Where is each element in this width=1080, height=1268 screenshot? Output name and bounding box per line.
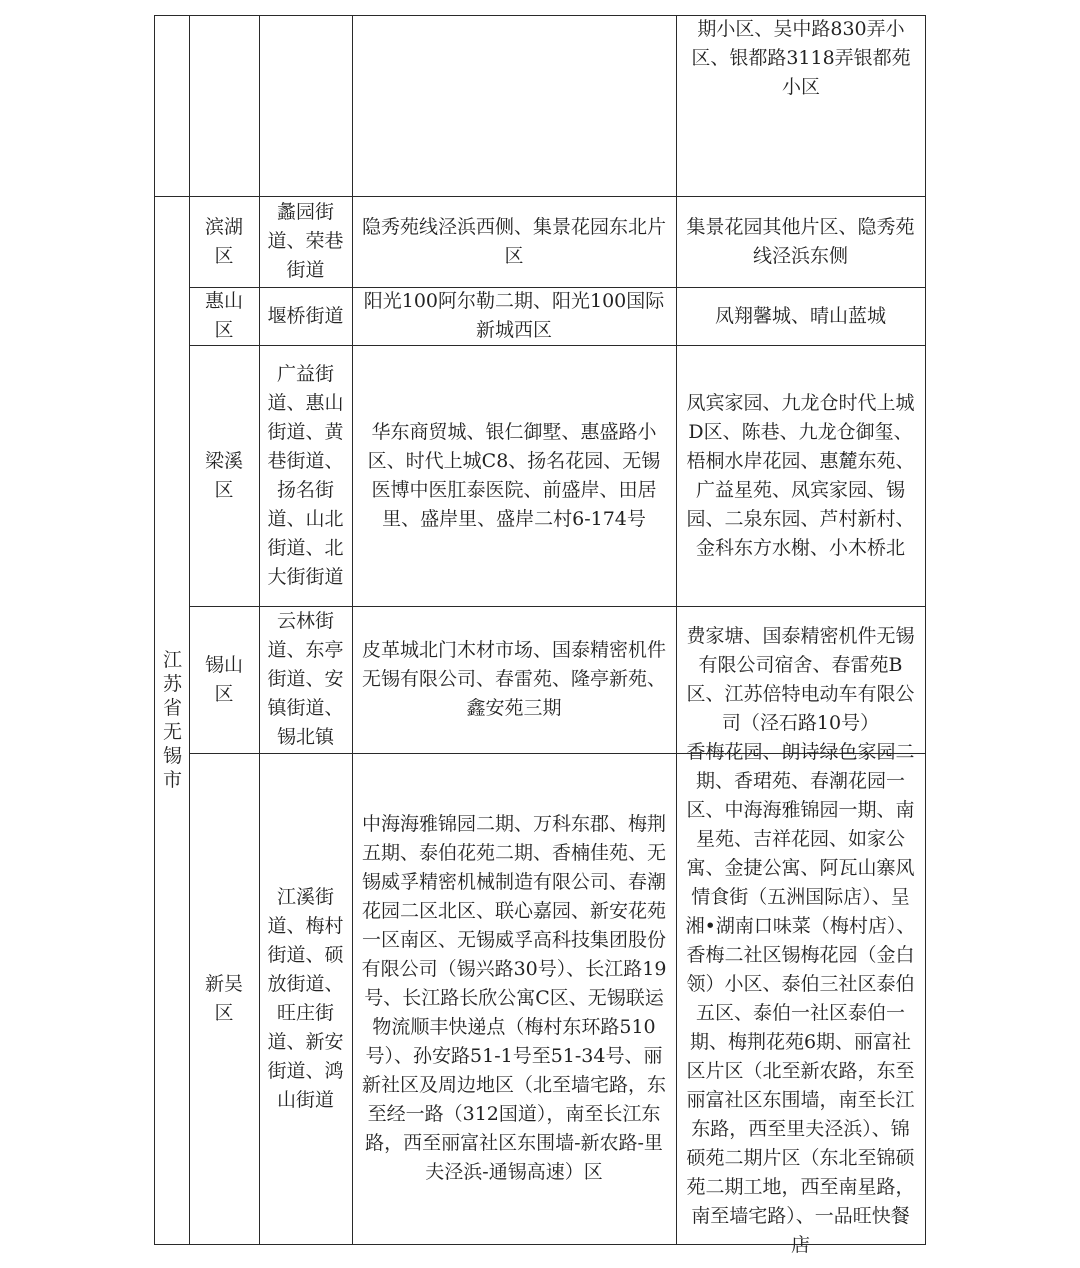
cell-text: 新吴区 bbox=[204, 972, 243, 1024]
cell-text: 香梅花园、朗诗绿色家园二期、香珺苑、春潮花园一区、中海海雅锦园一期、南星苑、吉祥花园、如家公寓、金捷公寓、阿瓦山寨风情食街（五洲国际店）、呈湘•湖南口味菜（梅村店）、香梅二社区锡梅花园（金白领）小区、泰伯三社区泰伯五区、泰伯一社区泰伯一期、梅荆花苑6期、丽富社区片区（北至新农路，东至丽富社区东围墙，南至长江东路，西至里夫泾浜）、锦硕苑二期片区（东北至锦硕苑二期工地，西至南星路，南至墙宅路）、一品旺快餐店 bbox=[685, 740, 916, 1256]
cell-text: 期小区、吴中路830弄小区、银都路3118弄银都苑小区 bbox=[691, 18, 911, 98]
cell-text: 阳光100阿尔勒二期、阳光100国际新城西区 bbox=[363, 290, 665, 341]
table-cell-streets bbox=[259, 196, 352, 287]
table-cell-district bbox=[189, 345, 259, 606]
table-cell-low-risk bbox=[676, 196, 925, 287]
cell-text: 华东商贸城、银仁御墅、惠盛路小区、时代上城C8、扬名花园、无锡医博中医肛泰医院、前盛岸、田居里、盛岸里、盛岸二村6-174号 bbox=[367, 420, 661, 530]
cell-text: 隐秀苑线泾浜西侧、集景花园东北片区 bbox=[361, 215, 666, 267]
table-cell-medium-risk bbox=[352, 345, 676, 606]
table-cell-district bbox=[189, 753, 259, 1244]
cell-text: 凤翔馨城、晴山蓝城 bbox=[714, 304, 886, 327]
cell-text: 蠡园街道、荣巷街道 bbox=[267, 201, 344, 281]
cell-text: 锡山区 bbox=[204, 653, 243, 705]
table-cell-medium-risk bbox=[352, 196, 676, 287]
table-cell-medium-risk bbox=[352, 287, 676, 345]
cell-text: 云林街道、东亭街道、安镇街道、锡北镇 bbox=[267, 610, 344, 748]
cell-text: 皮革城北门木材市场、国泰精密机件无锡有限公司、春雷苑、隆亭新苑、鑫安苑三期 bbox=[361, 639, 666, 719]
table-cell-streets bbox=[259, 753, 352, 1244]
table-cell-low-risk bbox=[676, 287, 925, 345]
table-cell-medium-risk bbox=[352, 606, 676, 753]
cell-text: 中海海雅锦园二期、万科东郡、梅荆五期、泰伯花苑二期、香楠佳苑、无锡威孚精密机械制造有限公司、春潮花园二区北区、联心嘉园、新安花苑一区南区、无锡威孚高科技集团股份有限公司（锡兴路30号）、长江路19号、长江路长欣公寓C区、无锡联运物流顺丰快递点（梅村东环路510号）、孙安路51-1号至51-34号、丽新社区及周边地区（北至墙宅路，东至经一路（312国道），南至长江东路，西至丽富社区东围墙-新农路-里夫泾浜-通锡高速）区 bbox=[361, 813, 667, 1183]
table-border-right bbox=[925, 15, 926, 1245]
cell-text: 凤宾家园、九龙仓时代上城D区、陈巷、九龙仓御玺、梧桐水岸花园、惠麓东苑、广益星苑、凤宾家园、锡园、二泉东园、芦村新村、金科东方水榭、小木桥北 bbox=[686, 391, 915, 559]
cell-text: 集景花园其他片区、隐秀苑线泾浜东侧 bbox=[686, 215, 915, 267]
risk-area-table bbox=[154, 15, 926, 1256]
table-cell-low-risk bbox=[676, 606, 925, 753]
table-cell-district bbox=[189, 606, 259, 753]
table-cell-city bbox=[156, 196, 189, 1244]
table-cell-streets bbox=[259, 345, 352, 606]
table-cell-district bbox=[189, 196, 259, 287]
cell-text: 江溪街道、梅村街道、硕放街道、旺庄街道、新安街道、鸿山街道 bbox=[267, 885, 344, 1111]
table-cell-district bbox=[189, 287, 259, 345]
cell-text: 堰桥街道 bbox=[267, 304, 344, 327]
table-cell-streets bbox=[259, 287, 352, 345]
table-cell-low-risk bbox=[676, 740, 925, 1256]
cell-text: 滨湖区 bbox=[204, 215, 243, 267]
table-cell-low-risk bbox=[676, 345, 925, 606]
cell-text: 费家塘、国泰精密机件无锡有限公司宿舍、春雷苑B区、江苏倍特电动车有限公司（泾石路10号） bbox=[686, 624, 915, 734]
city-name: 江苏省无锡市 bbox=[162, 649, 182, 791]
table-cell-streets bbox=[259, 606, 352, 753]
cell-text: 梁溪区 bbox=[204, 449, 243, 501]
table-cell-medium-risk bbox=[352, 753, 676, 1244]
cell-text: 广益街道、惠山街道、黄巷街道、扬名街道、山北街道、北大街街道 bbox=[267, 362, 344, 588]
table-cell-low-risk bbox=[682, 15, 920, 196]
cell-text: 惠山区 bbox=[204, 290, 243, 341]
